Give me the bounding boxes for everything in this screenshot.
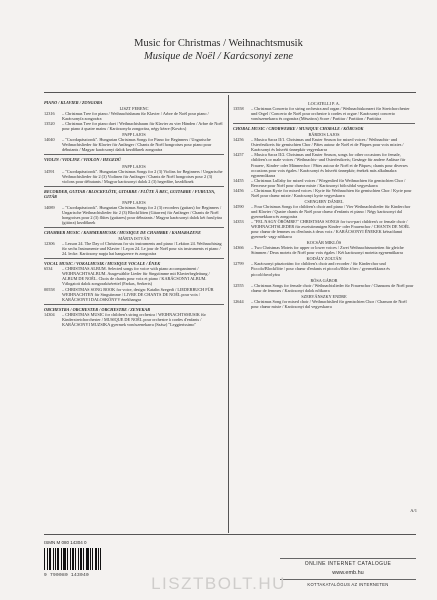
list-item: 14590 – Four Christmas Songs for children's choir and piano / Vier Weihnachtslieder für Kinderchor und Klavier / Quatre chants de Noël pour chœur d'enfants et piano / Négy karácsonyi dal gyermekkarra és zongorára — [233, 203, 411, 219]
composer: PAPP LAJOS — [122, 163, 146, 169]
list-item: 14040 – "Csordapásztorok". Hungarian Christmas Songs for Piano for Beginners / Ungarische Weihnachtslieder für Klavier für Anfänger / Chants de Noël hongroises pour piano pour débutants / Magyar karácsonyi dalok kezdőknek zongorára — [44, 137, 212, 153]
list-item: 14304 – CHRISTMAS MUSIC for children's string orchestra / WEIHNACHTSMUSIK für Kinderstreichorchester / MUSIQUE DE NOËL pour orchestre à cordes d'enfants / KARÁCSONYI MUZSIKA gyermek vonószenekarra (Szász) "Leggierissimo" — [44, 311, 206, 327]
watermark: LISZTBOLT.HU — [151, 574, 286, 593]
list-item: 12799 – Karácsonyi pásztortánc for children's choir and recorder / für Kinderchor und Piccolo/Blockflöte / pour chœur d'enfants et piccolo/flûte à bec / gyermekkarra és piccolófuvolyára — [233, 261, 390, 277]
list-item: 12644 – Christmas Song for mixed choir / Weihnachtslied für gemischten Chor / Chanson de Noël pour chœur mixte / Karácsonyi dal vegyeskarra — [233, 298, 407, 309]
header-rule — [44, 92, 416, 93]
section-heading-recorder: RECORDER, GUITAR / BLOCKFLÖTE, GITARRE / FLÛTE À BEC, GUITARRE / FURULYA, GITÁR — [44, 188, 216, 199]
composer: LISZT FERENC — [119, 106, 149, 112]
footer-rule — [44, 534, 416, 535]
list-item: 13520 – Christmas Tree for piano duet / Weihnachtsbaum für Klavier zu vier Händen / Arbre de Noël pour piano à quatre mains / Karácsonyfa zongorára, négy kézre (Kovács) — [44, 121, 223, 132]
left-column — [44, 100, 224, 327]
list-item: 14456 – Christmas Kyrie for mixed voices / Kyrie für Weihnachten für gemischten Chor / Kyrie pour Noël pour chœur mixte / Karácsonyi kyrie vegyeskarra — [233, 187, 412, 198]
list-item: 14455 – Christmas Lullaby for mixed voices / Wiegenlied für Weihnachten für gemischten Chor / Berceuse pour Noël pour chœur mixte / Karácsonyi bölcsődal vegyeskarra — [233, 177, 406, 188]
composer: LOCATELLI P. A. — [308, 101, 340, 106]
title-line-2: Musique de Noël / Karácsonyi zene — [143, 50, 293, 62]
barcode — [44, 548, 112, 574]
section-divider — [44, 258, 224, 259]
list-item: 14257 – Musica Sacra II/2. Christmas and Easter Season, songs for other occasions for female, children's or male voices / Weihnachts- und Osterfestkreis; Gesänge für andere Anlässe für Frauen-, Kinder- oder Männerchor / Pâtes autour de Noël et de Pâques; chants pour diverses occasions pour voix égales / Karácsonyi és húsvéti ünnepkör; énekek más alkalmakra egyneműkarra — [233, 152, 408, 178]
isbn: ISMN M 080 14304 0 — [44, 540, 87, 545]
list-item: 14591 – "Csordapásztorok". Hungarian Christmas Songs for 2 (3) Violins for Beginners / Ungarische Weihnachtslieder für 2 (3) Violinen für Anfänger / Chants de Noël hongroises pour 2 (3) violons pour débutants / Magyar karácsonyi dalok 2 (3) hegedűre, kezdőknek — [44, 168, 223, 184]
list-item: 6534 – CHRISTMAS ALBUM. Selected songs for voice with piano accompaniment / WEIHNACHTSALBUM. Ausgewählte Lieder für Singstimme mit Klavierbegleitung / ALBUM DE NOËL. Choix de chants pour voix et piano / KARÁCSONYI ALBUM. Válogatott dalok zongorakísérettel (Farkas, Serkerts) — [44, 266, 210, 287]
composer: KOCSÁR MIKLÓS — [306, 240, 342, 246]
right-column — [233, 100, 415, 309]
list-item: 12316 – Christmas Tree for piano / Weihnachtsbaum für Klavier / Arbre de Noël pour piano / Karácsonyfa zongorára — [44, 111, 209, 122]
list-item: 12306 – Lesson 24. The Day of Christmas for six instruments and piano / Lektion 24. Weihnachtstag für sechs Instrumente und Klavier / Leçon 24. Le jour de Noël pour six instruments et piano / 24. lecke. Karácsony napja hat hangszerre és zongorára — [44, 241, 222, 257]
section-heading-piano: PIANO / KLAVIER / ZONGORA — [44, 100, 103, 105]
section-divider — [44, 304, 224, 305]
catalogue-url[interactable]: www.emb.hu — [332, 570, 364, 576]
section-heading-vocal: VOCAL MUSIC / VOKALMUSIK / MUSIQUE VOCALE / ÉNEK — [44, 261, 161, 267]
composer: BÁRDOS LAJOS — [308, 132, 340, 138]
list-item: 12555 – Christmas Songs for female choir / Weihnachtslieder für Frauenchor / Chansons de Noël pour chœur de femmes / Karácsonyi dalok nőikarra — [233, 282, 414, 293]
section-heading-violin: VIOLIN / VIOLINE / VIOLON / HEGEDŰ — [44, 157, 121, 163]
list-item: 00558 – CHRISTMAS SONG BOOK for voice, design: Katalin Szegedi / LIEDERBUCH FÜR WEIHNACHTEN für Singstimme / LIVRE DE CHANTS DE NOËL pour voix / KARÁCSONYI DALOSKÖNYV énekhangra — [44, 286, 214, 302]
composer: CSENGERY DÁNIEL — [304, 198, 344, 204]
list-item: 14256 – Musica Sacra II/1. Christmas and Easter Season for mixed voices / Weihnachts- und Osterfestkreis für gemischten Chor / Pâtes autour de Noël et de Pâques pour voix mixtes / Karácsonyi és húsvéti ünnepkör vegyeskarra — [233, 137, 404, 153]
section-heading-orchestra: ORCHESTRA / ORCHESTER / ORCHESTRE / ZENEKAR — [44, 306, 151, 312]
composer: MÁRTA ISTVÁN — [118, 236, 150, 242]
page-number: A/1 — [410, 508, 417, 513]
list-item: 14353 – "FEL NAGY ÖRÖMRE!" CHRISTMAS SONGS for two-part children's or female choir / WEIHNACHTSLIEDER für zweistimmigen Kinder- oder Frauenchor / CHANTS DE NOËL pour chœur de femmes ou d'enfants à deux voix / KARÁCSONYI ÉNEKEK kétszólamú gyermek- vagy nőikarra — [233, 219, 410, 240]
barcode-number: 9 790080 143040 — [44, 573, 90, 578]
section-heading-chamber: CHAMBER MUSIC / KAMMERMUSIK / MUSIQUE DE CHAMBRE / KAMARAZENE — [44, 230, 201, 236]
header — [0, 38, 437, 63]
composer: SZERVÁNSZKY ENDRE — [301, 293, 347, 299]
composer: PAPP LAJOS — [122, 132, 146, 138]
composer: KODÁLY ZOLTÁN — [306, 256, 342, 262]
list-item: 14089 – "Csordapásztorok". Hungarian Christmas Songs for 2 (3) recorders (guitars) for Beginners / Ungarische Weihnachtslieder für 2 (3) Blockflöten (Gitarren) für Anfänger / Chants de Noël hongroises pour 2 (3) flûtes (guitares) pour débutants / Magyar karácsonyi dalok két furulyára (gitárra) kezdőknek — [44, 204, 222, 225]
section-heading-choral: CHORAL MUSIC / CHORWERKE / MUSIQUE CHORALE / KÓRUSOK — [233, 126, 364, 132]
catalogue-subtitle: KOTTAKATALÓGUS AZ INTERNETEN — [280, 579, 416, 587]
column-divider — [228, 95, 229, 533]
section-divider — [44, 154, 224, 155]
section-divider — [44, 227, 224, 228]
section-divider — [44, 186, 224, 187]
section-divider — [233, 123, 415, 124]
composer: RÓSA GÁBOR — [310, 277, 338, 283]
composer: PAPP LAJOS — [122, 199, 146, 205]
title-line-1: Music for Christmas / Weihnachtsmusik — [134, 38, 303, 49]
list-item: 14366 – Two Christmas Motets for upper or lower voices / Zwei Weihnachtsmotetten für gleiche Stimmen / Deux motets de Noël pour voix égales / Két karácsonyi motetta egyneműkarra — [233, 245, 404, 256]
list-item: 13558 – Christmas Concerto for string orchestra and organ / Weihnachtskonzert für Streichorchester und Orgel / Concerto de Noël pour orchestre à cordes et orgue / Karácsonyi concerto vonószenekarra és orgonára (Mészáros) Score / Partitur / Partition / Partitúra — [233, 106, 410, 122]
catalogue-title: ONLINE INTERNET CATALOGUE — [280, 558, 416, 567]
